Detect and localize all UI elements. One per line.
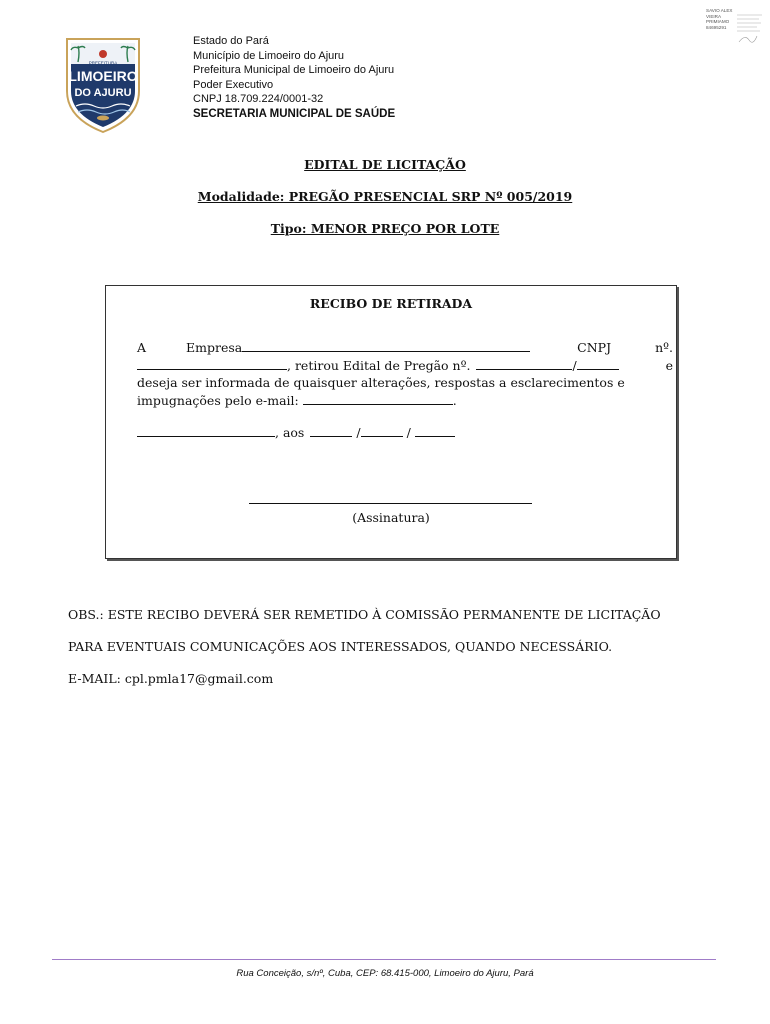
receipt-e: e: [665, 357, 673, 373]
footer-address: Rua Conceição, s/nº, Cuba, CEP: 68.415-000, Limoeiro do Ajuru, Pará: [236, 968, 534, 979]
date-slash-1: /: [356, 425, 361, 440]
logo-main-text: LIMOEIRO: [68, 68, 138, 84]
receipt-aos: , aos: [275, 425, 305, 440]
receipt-date-line: [137, 424, 673, 442]
signature-name-3: PRIMIAMO: [706, 19, 730, 25]
logo-top-text: PREFEITURA: [88, 60, 118, 66]
receipt-line-4: [137, 392, 673, 410]
header-prefeitura: Prefeitura Municipal de Limoeiro do Ajuru: [193, 64, 395, 77]
signature-label: (Assinatura): [352, 510, 430, 525]
modalidade-title: Modalidade: PREGÃO PRESENCIAL SRP Nº 005/2019: [197, 189, 573, 204]
signature-names: [706, 8, 732, 30]
header-cnpj: CNPJ 18.709.224/0001-32: [193, 93, 324, 106]
header-power: Poder Executivo: [193, 78, 274, 91]
logo-sub-text: DO AJURU: [74, 87, 132, 99]
institution-header: [193, 34, 395, 122]
pregao-number-blank-field[interactable]: [476, 358, 572, 370]
signature-name-1: SAVIO ALEX: [706, 8, 733, 13]
signature-name-4: 84695291: [706, 24, 727, 30]
cnpj-blank-field[interactable]: [137, 358, 287, 370]
header-state: Estado do Pará: [193, 35, 269, 47]
signature-name-2: VIEIRA: [706, 13, 722, 19]
receipt-no-label: nº.: [655, 340, 673, 355]
header-secretaria: SECRETARIA MUNICIPAL DE SAÚDE: [193, 107, 396, 120]
month-blank-field[interactable]: [361, 425, 403, 437]
header-municipality: Município de Limoeiro do Ajuru: [193, 49, 345, 62]
email-blank-field[interactable]: [303, 393, 453, 405]
obs-line-2: PARA EVENTUAIS COMUNICAÇÕES AOS INTERESSADOS, QUANDO NECESSÁRIO.: [68, 639, 613, 654]
obs-email: E-MAIL: cpl.pmla17@gmail.com: [68, 671, 274, 686]
footer-divider: [52, 959, 716, 960]
receipt-email-label: impugnações pelo e-mail:: [137, 392, 299, 408]
day-blank-field[interactable]: [310, 425, 352, 437]
tipo-title: Tipo: MENOR PREÇO POR LOTE: [270, 221, 500, 236]
receipt-slash: /: [572, 357, 577, 373]
signature-scribble-icon: [737, 12, 764, 48]
empresa-blank-field[interactable]: [242, 340, 530, 352]
signature-line[interactable]: [249, 503, 532, 504]
receipt-line-2: [137, 357, 673, 375]
date-slash-2: /: [406, 425, 411, 440]
year-blank-field[interactable]: [415, 425, 455, 437]
pregao-year-blank-field[interactable]: [577, 358, 619, 370]
obs-line-1: OBS.: ESTE RECIBO DEVERÁ SER REMETIDO À COMISSÃO PERMANENTE DE LICITAÇÃO: [68, 607, 661, 622]
receipt-line-3: deseja ser informada de quaisquer alterações, respostas a esclarecimentos e: [137, 375, 625, 390]
date-row: [137, 424, 673, 442]
receipt-line-1: [137, 339, 673, 357]
city-blank-field[interactable]: [137, 425, 275, 437]
receipt-empresa-label: Empresa: [186, 340, 243, 355]
prefeitura-limoeiro-logo: [64, 36, 142, 134]
receipt-retirou-text: , retirou Edital de Pregão nº.: [287, 357, 471, 373]
receipt-paragraph: [137, 339, 673, 409]
receipt-a: A: [137, 340, 147, 355]
receipt-box: [105, 285, 677, 559]
receipt-title: RECIBO DE RETIRADA: [309, 296, 473, 311]
edital-title: EDITAL DE LICITAÇÃO: [304, 157, 466, 172]
receipt-cnpj-label: CNPJ: [577, 340, 612, 355]
receipt-period: .: [452, 392, 457, 408]
digital-signature-stamp: [706, 8, 764, 44]
